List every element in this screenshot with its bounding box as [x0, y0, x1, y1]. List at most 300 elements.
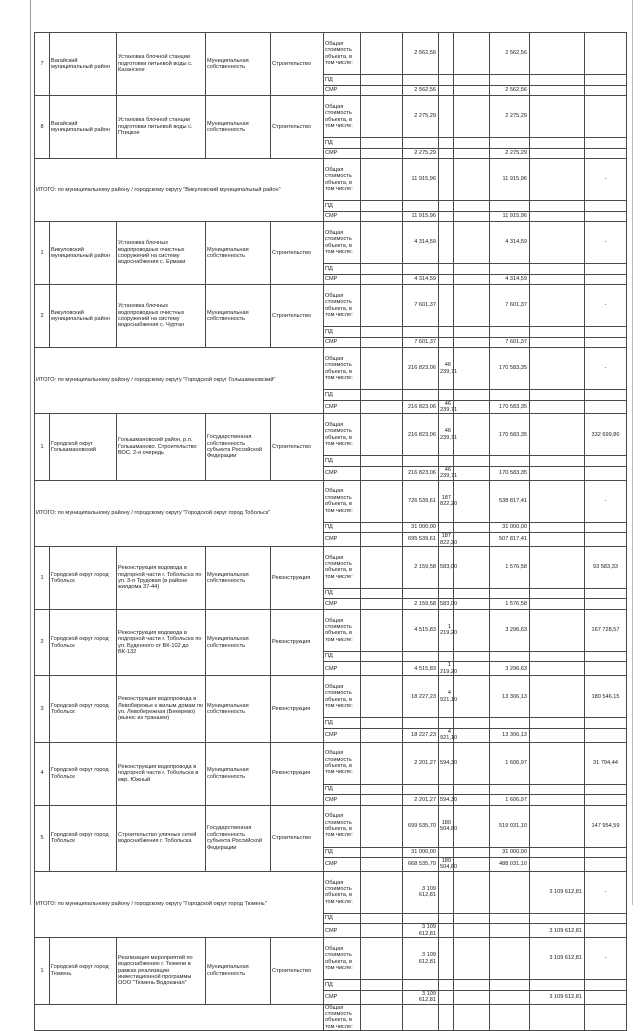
amount-cell: 7 601,37	[490, 337, 530, 348]
amount-cell	[490, 990, 530, 1004]
amount-cell: 1 576,58	[490, 546, 530, 588]
amount-cell	[490, 264, 530, 275]
object-row	[35, 742, 627, 784]
amount-cell	[361, 913, 403, 924]
cost-type-label: СМР	[324, 924, 361, 938]
summary-row	[35, 871, 627, 913]
amount-cell: -	[585, 348, 627, 390]
amount-cell	[361, 662, 403, 676]
amount-cell	[361, 96, 403, 138]
cost-type-label: СМР	[324, 533, 361, 547]
cost-type-label: ПД	[324, 138, 361, 149]
row-number-cell: 8	[35, 96, 50, 159]
amount-cell	[585, 264, 627, 275]
amount-cell	[361, 533, 403, 547]
amount-cell: 7 601,37	[490, 285, 530, 327]
amount-cell: 170 583,35	[490, 414, 530, 456]
amount-cell: 11 915,96	[403, 211, 439, 222]
amount-cell	[530, 588, 585, 599]
amount-cell	[361, 651, 403, 662]
amount-cell	[454, 938, 490, 980]
amount-cell	[439, 159, 454, 201]
amount-cell	[490, 651, 530, 662]
object-name-cell: Голышмановский район, р.п. Голышманово. Строительство ВОС. 2-я очередь	[117, 414, 206, 480]
amount-cell	[361, 75, 403, 86]
municipality-cell: Вагайский муниципальный район	[50, 96, 117, 159]
amount-cell	[530, 609, 585, 651]
amount-cell	[361, 742, 403, 784]
amount-cell	[403, 718, 439, 729]
amount-cell: -	[585, 159, 627, 201]
cost-type-label: ПД	[324, 847, 361, 858]
amount-cell	[361, 609, 403, 651]
municipality-cell: Городской округ город Тобольск	[50, 676, 117, 742]
cost-type-label: Общая стоимость объекта, в том числе:	[324, 348, 361, 390]
amount-cell: 1 576,58	[490, 599, 530, 610]
amount-cell: 538 817,41	[490, 480, 530, 522]
object-name-cell: Установка блочных водопроводных очистных сооружений на систему водоснабжения с. Чуртан	[117, 285, 206, 348]
amount-cell: 11 915,96	[403, 159, 439, 201]
work-type-cell: Строительство	[271, 805, 324, 871]
municipality-cell: Викуловский муниципальный район	[50, 222, 117, 285]
amount-cell	[439, 871, 454, 913]
amount-cell	[361, 85, 403, 96]
object-name-cell: Реконструкция водовода в подгорной части г. Тобольска по ул. Буденного от ВК-102 до ВК-132	[117, 609, 206, 675]
amount-cell	[530, 390, 585, 401]
amount-cell	[361, 938, 403, 980]
cost-type-label: Общая стоимость объекта, в том числе:	[324, 414, 361, 456]
amount-cell	[439, 148, 454, 159]
amount-cell	[439, 75, 454, 86]
amount-cell: 2 275,29	[490, 148, 530, 159]
cost-type-label: ПД	[324, 651, 361, 662]
amount-cell	[454, 348, 490, 390]
amount-cell	[439, 201, 454, 212]
amount-cell: 11 915,96	[490, 159, 530, 201]
amount-cell: 488 031,10	[490, 858, 530, 872]
object-name-cell: Установка блочных водопроводных очистных сооружений на систему водоснабжения с. Ермаки	[117, 222, 206, 285]
amount-cell	[530, 327, 585, 338]
municipality-cell: Городской округ город Тобольск	[50, 609, 117, 675]
amount-cell	[454, 337, 490, 348]
cost-type-label: Общая стоимость объекта, в том числе:	[324, 33, 361, 75]
amount-cell	[585, 96, 627, 138]
amount-cell: 3 109 612,81	[530, 990, 585, 1004]
amount-cell	[585, 211, 627, 222]
amount-cell	[361, 159, 403, 201]
amount-cell	[530, 728, 585, 742]
amount-cell	[490, 913, 530, 924]
cost-type-label: ПД	[324, 390, 361, 401]
amount-cell: 583,00	[439, 599, 454, 610]
municipality-cell: Городской округ город Тобольск	[50, 546, 117, 609]
amount-cell	[439, 285, 454, 327]
amount-cell	[361, 466, 403, 480]
object-row	[35, 805, 627, 847]
amount-cell	[439, 274, 454, 285]
amount-cell	[530, 913, 585, 924]
amount-cell	[361, 33, 403, 75]
ownership-cell: Муниципальная собственность	[206, 609, 271, 675]
amount-cell	[361, 337, 403, 348]
amount-cell: 2 562,56	[403, 33, 439, 75]
amount-cell: 507 817,41	[490, 533, 530, 547]
amount-cell	[490, 924, 530, 938]
amount-cell: -	[585, 938, 627, 980]
amount-cell: 31 794,44	[585, 742, 627, 784]
cost-type-label: Общая стоимость объекта, в том числе:	[324, 285, 361, 327]
amount-cell: 2 275,29	[403, 148, 439, 159]
amount-cell	[454, 285, 490, 327]
amount-cell	[585, 847, 627, 858]
cost-type-label: ПД	[324, 718, 361, 729]
amount-cell	[530, 85, 585, 96]
amount-cell	[454, 990, 490, 1004]
amount-cell	[403, 75, 439, 86]
amount-cell: 147 954,59	[585, 805, 627, 847]
amount-cell: -	[585, 480, 627, 522]
amount-cell	[454, 533, 490, 547]
amount-cell: 93 583,33	[585, 546, 627, 588]
amount-cell	[530, 96, 585, 138]
amount-cell	[454, 400, 490, 414]
row-number-cell: 1	[35, 222, 50, 285]
ownership-cell: Муниципальная собственность	[206, 96, 271, 159]
amount-cell: 7 601,37	[403, 285, 439, 327]
cost-type-label: СМР	[324, 148, 361, 159]
cost-type-label: СМР	[324, 795, 361, 806]
row-number-cell: 1	[35, 938, 50, 1004]
amount-cell	[454, 546, 490, 588]
amount-cell	[439, 980, 454, 991]
cost-type-label: Общая стоимость объекта, в том числе:	[324, 222, 361, 264]
object-name-cell: Реконструкция водопровода в Левобережье к жилым домам по ул. Левобережная (Бекерево) (вынос из траншеи)	[117, 676, 206, 742]
amount-cell	[585, 728, 627, 742]
row-number-cell: 5	[35, 805, 50, 871]
ownership-cell: Муниципальная собственность	[206, 742, 271, 805]
program-objects-table	[34, 32, 627, 1031]
amount-cell	[530, 264, 585, 275]
cost-type-label: СМР	[324, 466, 361, 480]
ownership-cell: Муниципальная собственность	[206, 222, 271, 285]
amount-cell: 18 227,23	[403, 728, 439, 742]
amount-cell	[585, 913, 627, 924]
amount-cell	[454, 1004, 490, 1031]
object-row	[35, 676, 627, 718]
object-name-cell: Установка блочной станции подготовки питьевой воды с. Птицкое	[117, 96, 206, 159]
amount-cell	[361, 400, 403, 414]
amount-cell	[403, 651, 439, 662]
amount-cell: 4 921,10	[439, 676, 454, 718]
amount-cell: 31 000,00	[490, 522, 530, 533]
amount-cell: 31 000,00	[490, 847, 530, 858]
amount-cell	[585, 980, 627, 991]
amount-cell	[454, 211, 490, 222]
table-body	[35, 33, 627, 1031]
amount-cell	[361, 201, 403, 212]
amount-cell	[454, 676, 490, 718]
amount-cell: -	[585, 871, 627, 913]
row-number-cell: 3	[35, 676, 50, 742]
amount-cell	[454, 480, 490, 522]
amount-cell	[490, 980, 530, 991]
amount-cell	[454, 662, 490, 676]
amount-cell	[403, 201, 439, 212]
amount-cell	[530, 784, 585, 795]
amount-cell	[490, 938, 530, 980]
cost-type-label: СМР	[324, 728, 361, 742]
amount-cell	[439, 138, 454, 149]
amount-cell: 187 822,20	[440, 533, 458, 546]
amount-cell	[585, 201, 627, 212]
amount-cell: 3 109 612,81	[530, 938, 585, 980]
amount-cell	[530, 75, 585, 86]
amount-cell	[454, 327, 490, 338]
amount-cell	[361, 522, 403, 533]
amount-cell	[454, 871, 490, 913]
amount-cell	[530, 662, 585, 676]
amount-cell	[454, 75, 490, 86]
summary-label-cell: ИТОГО: по муниципальному району / городскому округу "Городской округ город Тобольск"	[35, 480, 324, 546]
amount-cell: 2 275,29	[403, 96, 439, 138]
amount-cell: 216 823,06	[403, 348, 439, 390]
amount-cell	[454, 390, 490, 401]
cost-type-label: Общая стоимость объекта, в том числе:	[324, 96, 361, 138]
amount-cell: 1 219,20	[440, 662, 458, 675]
amount-cell	[530, 138, 585, 149]
amount-cell: 519 031,10	[490, 805, 530, 847]
cost-type-label: ПД	[324, 327, 361, 338]
amount-cell	[530, 718, 585, 729]
summary-label-cell: ИТОГО: по муниципальному району / городскому округу "Городской округ Голышмановский"	[35, 348, 324, 414]
amount-cell	[530, 480, 585, 522]
amount-cell	[454, 33, 490, 75]
amount-cell: 3 109 612,81	[403, 871, 439, 913]
work-type-cell: Реконструкция	[271, 676, 324, 742]
amount-cell	[439, 327, 454, 338]
amount-cell: 332 699,86	[585, 414, 627, 456]
municipality-cell: Вагайский муниципальный район	[50, 33, 117, 96]
municipality-cell: Городской округ город Тобольск	[50, 805, 117, 871]
amount-cell	[361, 990, 403, 1004]
amount-cell	[361, 138, 403, 149]
amount-cell	[490, 1004, 530, 1031]
object-name-cell: Строительство уличных сетей водоснабжения г. Тобольска	[117, 805, 206, 871]
amount-cell: 4 515,83	[403, 662, 439, 676]
amount-cell	[361, 980, 403, 991]
amount-cell	[361, 795, 403, 806]
amount-cell	[530, 348, 585, 390]
amount-cell	[361, 285, 403, 327]
amount-cell	[585, 148, 627, 159]
municipality-cell: Викуловский муниципальный район	[50, 285, 117, 348]
amount-cell	[361, 480, 403, 522]
amount-cell: 167 728,57	[585, 609, 627, 651]
amount-cell	[361, 847, 403, 858]
amount-cell	[361, 348, 403, 390]
row-number-cell: 4	[35, 742, 50, 805]
cost-type-label: СМР	[324, 85, 361, 96]
amount-cell	[454, 728, 490, 742]
amount-cell	[439, 847, 454, 858]
amount-cell	[530, 274, 585, 285]
amount-cell: 3 109 612,81	[530, 924, 585, 938]
amount-cell	[530, 805, 585, 847]
amount-cell	[361, 588, 403, 599]
amount-cell	[361, 784, 403, 795]
amount-cell	[361, 858, 403, 872]
amount-cell: 170 583,35	[490, 466, 530, 480]
amount-cell	[454, 96, 490, 138]
amount-cell: 216 823,06	[403, 466, 439, 480]
amount-cell	[530, 847, 585, 858]
cost-type-label: ПД	[324, 980, 361, 991]
amount-cell	[585, 924, 627, 938]
amount-cell	[361, 148, 403, 159]
amount-cell: 216 823,06	[403, 400, 439, 414]
page-left-edge	[30, 0, 31, 905]
amount-cell	[585, 1004, 627, 1031]
amount-cell	[530, 400, 585, 414]
amount-cell	[530, 148, 585, 159]
amount-cell: 1 219,20	[439, 609, 454, 651]
amount-cell: 2 201,27	[403, 742, 439, 784]
cost-type-label: Общая стоимость объекта, в том числе:	[324, 676, 361, 718]
cost-type-label: ПД	[324, 201, 361, 212]
amount-cell	[361, 327, 403, 338]
amount-cell	[585, 651, 627, 662]
amount-cell	[439, 718, 454, 729]
amount-cell	[439, 85, 454, 96]
object-name-cell: Реконструкция водопровода в подгорной части г. Тобольска в мкр. Южный	[117, 742, 206, 805]
amount-cell	[530, 858, 585, 872]
amount-cell	[490, 327, 530, 338]
amount-cell	[454, 795, 490, 806]
cost-type-label: ПД	[324, 913, 361, 924]
amount-cell: 4 515,83	[403, 609, 439, 651]
amount-cell	[530, 651, 585, 662]
cost-type-label: Общая стоимость объекта, в том числе:	[324, 159, 361, 201]
amount-cell	[490, 871, 530, 913]
amount-cell	[361, 1004, 403, 1031]
amount-cell	[439, 990, 454, 1004]
amount-cell	[530, 285, 585, 327]
amount-cell	[439, 588, 454, 599]
amount-cell: 7 601,37	[403, 337, 439, 348]
amount-cell	[585, 990, 627, 1004]
amount-cell	[439, 264, 454, 275]
amount-cell: 46 239,71	[440, 466, 458, 480]
amount-cell	[439, 924, 454, 938]
amount-cell	[530, 742, 585, 784]
work-type-cell: Строительство	[271, 285, 324, 348]
amount-cell	[454, 599, 490, 610]
amount-cell: 2 159,58	[403, 546, 439, 588]
amount-cell	[530, 546, 585, 588]
amount-cell	[454, 980, 490, 991]
amount-cell	[530, 33, 585, 75]
amount-cell	[454, 456, 490, 467]
work-type-cell: Строительство	[271, 222, 324, 285]
amount-cell	[361, 211, 403, 222]
amount-cell: 594,30	[439, 742, 454, 784]
amount-cell	[530, 159, 585, 201]
amount-cell	[403, 390, 439, 401]
amount-cell: 3 109 612,81	[403, 924, 439, 938]
amount-cell	[585, 599, 627, 610]
amount-cell	[530, 456, 585, 467]
row-number-cell: 1	[35, 414, 50, 480]
amount-cell: 594,30	[439, 795, 454, 806]
amount-cell	[490, 390, 530, 401]
amount-cell	[454, 609, 490, 651]
amount-cell	[403, 456, 439, 467]
amount-cell: 583,00	[439, 546, 454, 588]
amount-cell: 1 606,97	[490, 795, 530, 806]
amount-cell: 3 296,63	[490, 662, 530, 676]
work-type-cell: Строительство	[271, 96, 324, 159]
amount-cell	[490, 138, 530, 149]
amount-cell	[439, 938, 454, 980]
amount-cell	[403, 588, 439, 599]
amount-cell: -	[585, 222, 627, 264]
row-number-cell: 7	[35, 33, 50, 96]
summary-label-cell: ИТОГО: по муниципальному району / городскому округу "Городской округ город Тюмень"	[35, 871, 324, 937]
amount-cell	[530, 676, 585, 718]
amount-cell	[439, 390, 454, 401]
amount-cell: 2 562,56	[490, 33, 530, 75]
amount-cell	[530, 466, 585, 480]
amount-cell	[530, 795, 585, 806]
amount-cell: 2 159,58	[403, 599, 439, 610]
amount-cell: 3 296,63	[490, 609, 530, 651]
cost-type-label: Общая стоимость объекта, в том числе:	[324, 546, 361, 588]
page-right-edge	[632, 0, 633, 905]
amount-cell	[490, 588, 530, 599]
amount-cell	[361, 414, 403, 456]
ownership-cell: Муниципальная собственность	[206, 285, 271, 348]
ownership-cell: Государственная собственность субъекта Российской Федерации	[206, 805, 271, 871]
summary-row	[35, 480, 627, 522]
amount-cell	[403, 980, 439, 991]
amount-cell	[585, 522, 627, 533]
amount-cell	[530, 533, 585, 547]
amount-cell	[361, 599, 403, 610]
amount-cell	[585, 456, 627, 467]
object-row	[35, 546, 627, 588]
amount-cell	[454, 651, 490, 662]
amount-cell	[361, 728, 403, 742]
amount-cell	[403, 327, 439, 338]
object-row	[35, 414, 627, 456]
amount-cell	[454, 159, 490, 201]
amount-cell	[454, 414, 490, 456]
amount-cell: 13 306,13	[490, 728, 530, 742]
amount-cell	[439, 1004, 454, 1031]
amount-cell	[454, 264, 490, 275]
object-row	[35, 609, 627, 651]
amount-cell	[439, 222, 454, 264]
amount-cell	[454, 466, 490, 480]
object-row	[35, 285, 627, 327]
work-type-cell: Реконструкция	[271, 546, 324, 609]
amount-cell	[454, 924, 490, 938]
amount-cell: 11 915,96	[490, 211, 530, 222]
amount-cell	[585, 337, 627, 348]
cost-type-label: СМР	[324, 990, 361, 1004]
amount-cell: -	[585, 285, 627, 327]
cost-type-label: Общая стоимость объекта, в том числе:	[324, 1004, 361, 1031]
